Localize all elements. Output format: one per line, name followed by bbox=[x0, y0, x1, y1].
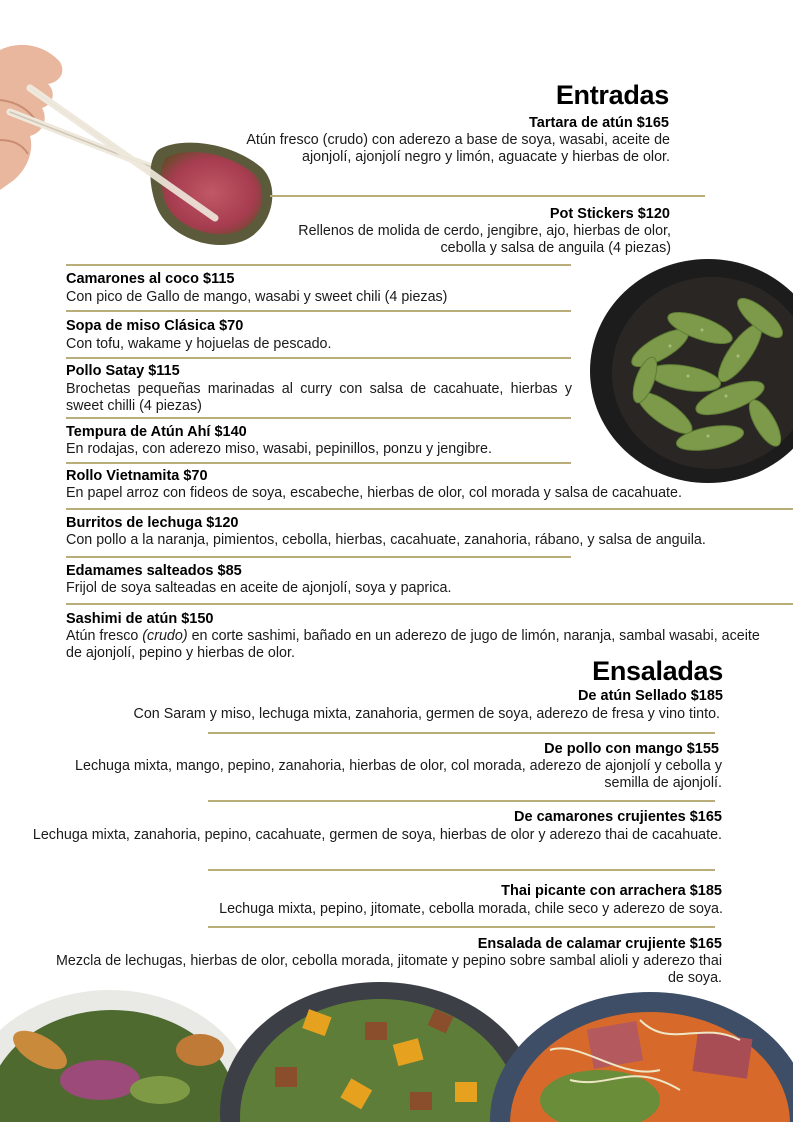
divider bbox=[66, 556, 571, 558]
salad-bowl-right-photo bbox=[490, 990, 793, 1122]
menu-item-name: De pollo con mango $155 bbox=[544, 741, 719, 757]
divider bbox=[66, 357, 571, 359]
divider bbox=[66, 603, 793, 605]
menu-item-name: Edamames salteados $85 bbox=[66, 563, 242, 579]
menu-item-name: Pot Stickers $120 bbox=[549, 206, 670, 222]
menu-item-name: Sashimi de atún $150 bbox=[66, 611, 214, 627]
divider bbox=[66, 264, 571, 266]
section-title-entradas: Entradas bbox=[555, 80, 669, 110]
chopsticks-tuna-photo bbox=[0, 40, 285, 255]
menu-item-description: Con pollo a la naranja, pimientos, cebolla, hierbas, cacahuate, zanahoria, rábano, y salsa de anguila. bbox=[66, 532, 706, 548]
menu-item-name: Sopa de miso Clásica $70 bbox=[66, 318, 244, 334]
menu-item-name: Tempura de Atún Ahí $140 bbox=[66, 424, 247, 440]
menu-item-description: Brochetas pequeñas marinadas al curry con salsa de cacahuate, hierbas y sweet chilli (4 piezas) bbox=[66, 381, 572, 414]
divider bbox=[208, 800, 715, 802]
menu-item-description: Lechuga mixta, zanahoria, pepino, cacahuate, germen de soya, hierbas de olor y aderezo thai de cacahuate. bbox=[32, 827, 722, 843]
menu-item-description: Con pico de Gallo de mango, wasabi y sweet chili (4 piezas) bbox=[66, 289, 448, 305]
menu-item-name: Tartara de atún $165 bbox=[529, 115, 669, 131]
divider bbox=[66, 508, 793, 510]
menu-item-description: Rellenos de molida de cerdo, jengibre, ajo, hierbas de olor, cebolla y salsa de anguila (4 piezas) bbox=[298, 223, 671, 256]
menu-item-description: Mezcla de lechugas, hierbas de olor, cebolla morada, jitomate y pepino sobre sambal alioli y aderezo thai de soya. bbox=[56, 953, 722, 986]
menu-item-description: En rodajas, con aderezo miso, wasabi, pepinillos, ponzu y jengibre. bbox=[66, 441, 492, 457]
divider bbox=[208, 869, 715, 871]
menu-item-name: Ensalada de calamar crujiente $165 bbox=[477, 936, 722, 952]
divider bbox=[270, 195, 705, 197]
menu-item-description bbox=[66, 628, 766, 662]
menu-item-name: Pollo Satay $115 bbox=[66, 363, 180, 379]
description-emphasis: (crudo) bbox=[142, 628, 188, 644]
menu-item-name: Thai picante con arrachera $185 bbox=[501, 883, 722, 899]
menu-item-name: Rollo Vietnamita $70 bbox=[66, 468, 208, 484]
menu-item-name: Burritos de lechuga $120 bbox=[66, 515, 239, 531]
menu-item-description: Atún fresco (crudo) con aderezo a base de soya, wasabi, aceite de ajonjolí, ajonjolí negro y limón, aguacate y hierbas de olor. bbox=[246, 132, 670, 165]
divider bbox=[208, 732, 715, 734]
menu-item-description: Con tofu, wakame y hojuelas de pescado. bbox=[66, 336, 332, 352]
menu-item-description: Lechuga mixta, pepino, jitomate, cebolla morada, chile seco y aderezo de soya. bbox=[219, 901, 723, 917]
menu-item-name: Camarones al coco $115 bbox=[66, 271, 235, 287]
divider bbox=[208, 926, 715, 928]
menu-item-description: En papel arroz con fideos de soya, escabeche, hierbas de olor, col morada y salsa de cacahuate. bbox=[66, 485, 682, 501]
description-text: en corte sashimi, bañado en un aderezo de jugo de limón, naranja, sambal wasabi, aceite de ajonjolí, pepino y hierbas de olor. bbox=[66, 628, 760, 661]
menu-item-description: Lechuga mixta, mango, pepino, zanahoria, hierbas de olor, col morada, aderezo de ajonjolí y cebolla y semilla de ajonjolí. bbox=[75, 758, 722, 791]
description-text: Atún fresco bbox=[66, 628, 143, 644]
menu-item-description: Con Saram y miso, lechuga mixta, zanahoria, germen de soya, aderezo de fresa y vino tinto. bbox=[133, 706, 720, 722]
divider bbox=[66, 310, 571, 312]
divider bbox=[66, 462, 571, 464]
menu-item-description: Frijol de soya salteadas en aceite de ajonjolí, soya y paprica. bbox=[66, 580, 452, 596]
menu-item-name: De camarones crujientes $165 bbox=[514, 809, 722, 825]
edamame-bowl-photo bbox=[590, 258, 793, 483]
menu-item-name: De atún Sellado $185 bbox=[577, 688, 723, 704]
divider bbox=[66, 417, 571, 419]
section-title-ensaladas: Ensaladas bbox=[592, 656, 723, 686]
